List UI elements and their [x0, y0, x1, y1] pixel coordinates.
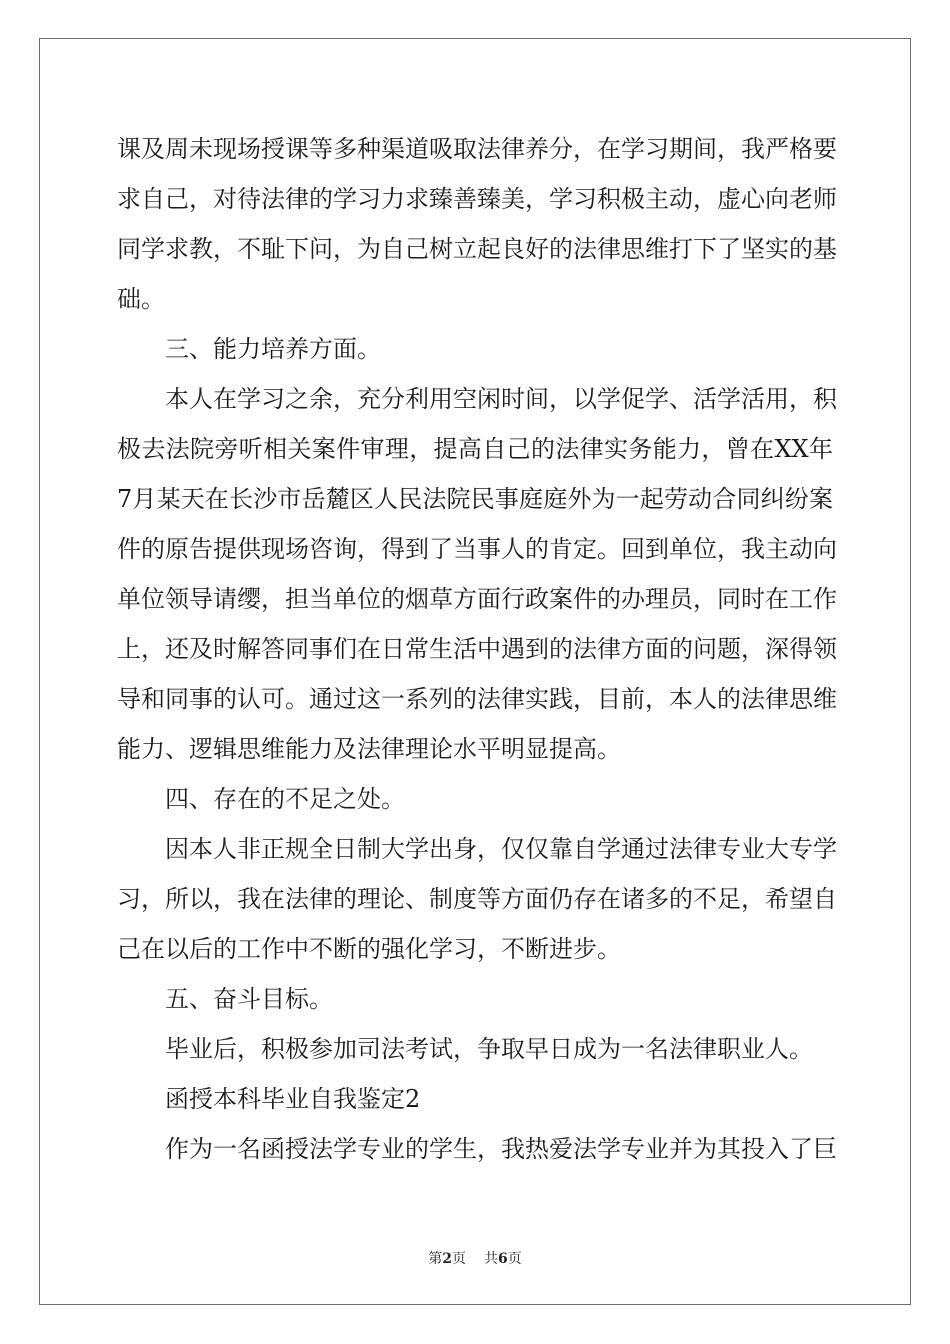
section-heading: 五、奋斗目标。	[165, 985, 333, 1013]
paragraph-line: 件的原告提供现场咨询，得到了当事人的肯定。回到单位，我主动向	[117, 535, 837, 563]
paragraph-line: 上，还及时解答同事们在日常生活中遇到的法律方面的问题，深得领	[117, 635, 837, 663]
paragraph-line: 极去法院旁听相关案件审理，提高自己的法律实务能力，曾在XX年	[117, 435, 833, 463]
footer-total-prefix: 共	[484, 1251, 498, 1267]
paragraph-line: 作为一名函授法学专业的学生，我热爱法学专业并为其投入了巨	[165, 1135, 837, 1163]
paragraph-line: 习，所以，我在法律的理论、制度等方面仍存在诸多的不足，希望自	[117, 885, 837, 913]
footer-page-prefix: 第	[428, 1251, 443, 1267]
paragraph-line: 导和同事的认可。通过这一系列的法律实践，目前，本人的法律思维	[117, 685, 837, 713]
footer-page-suffix: 页	[452, 1251, 466, 1267]
paragraph-line: 课及周未现场授课等多种渠道吸取法律养分，在学习期间，我严格要	[117, 135, 837, 163]
footer-total-suffix: 页	[507, 1251, 522, 1267]
page-border	[39, 38, 911, 1305]
section-heading: 四、存在的不足之处。	[165, 785, 405, 813]
footer-page-number: 2	[442, 1251, 452, 1267]
paragraph-line: 7月某天在长沙市岳麓区人民法院民事庭庭外为一起劳动合同纠纷案	[117, 485, 833, 513]
section-heading: 三、能力培养方面。	[165, 335, 381, 363]
paragraph-line: 本人在学习之余，充分利用空闲时间，以学促学、活学活用，积	[165, 385, 837, 413]
paragraph-line: 求自己，对待法律的学习力求臻善臻美，学习积极主动，虚心向老师	[117, 185, 837, 213]
paragraph-line: 毕业后，积极参加司法考试，争取早日成为一名法律职业人。	[165, 1035, 813, 1063]
paragraph-line: 因本人非正规全日制大学出身，仅仅靠自学通过法律专业大专学	[165, 835, 837, 863]
paragraph-line: 单位领导请缨，担当单位的烟草方面行政案件的办理员，同时在工作	[117, 585, 837, 613]
paragraph-line: 己在以后的工作中不断的强化学习，不断进步。	[117, 935, 621, 963]
paragraph-line: 能力、逻辑思维能力及法律理论水平明显提高。	[117, 735, 621, 763]
subtitle-heading: 函授本科毕业自我鉴定2	[165, 1085, 421, 1113]
paragraph-line: 同学求教，不耻下问，为自己树立起良好的法律思维打下了坚实的基	[117, 235, 837, 263]
page-footer	[0, 1248, 950, 1268]
footer-total-pages: 6	[498, 1251, 508, 1267]
paragraph-line: 础。	[117, 285, 165, 313]
